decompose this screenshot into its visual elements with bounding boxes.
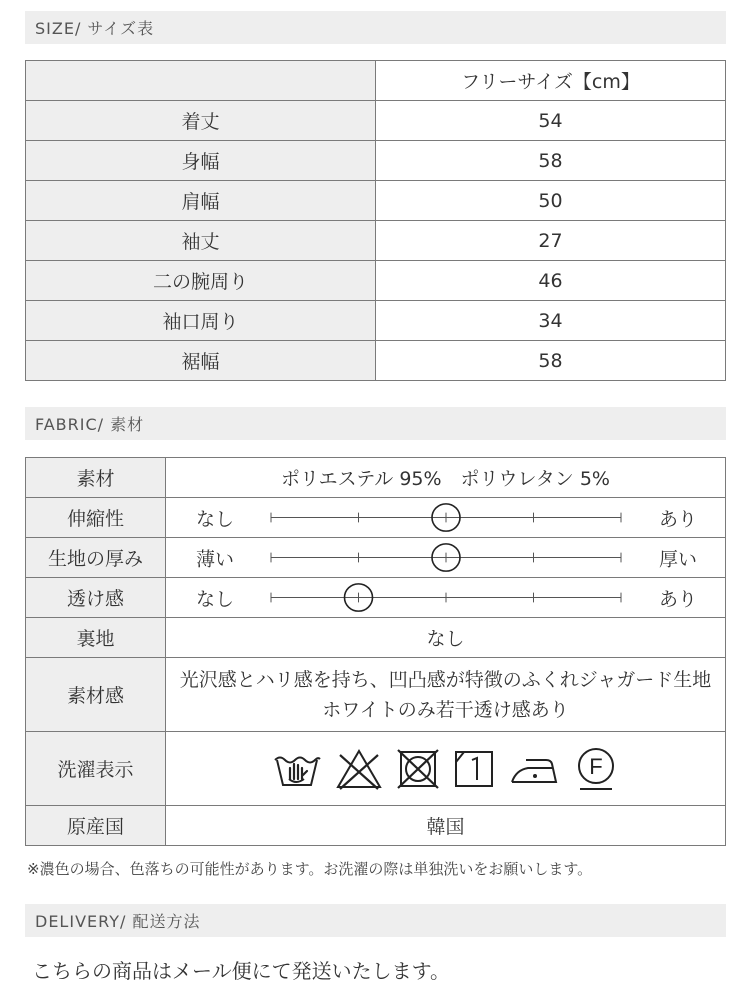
scale-left-label: 薄い <box>196 548 235 570</box>
fabric-row-sheerness <box>26 578 726 618</box>
dry-clean-f-icon <box>572 745 620 793</box>
size-value: 34 <box>376 301 726 341</box>
fabric-section-header <box>25 407 726 440</box>
scale-left-label: なし <box>196 508 235 530</box>
size-label: 袖丈 <box>26 221 376 261</box>
size-section-header <box>25 11 726 44</box>
size-row-shoulder <box>26 181 726 221</box>
care-note: ※濃色の場合、色落ちの可能性があります。お洗濯の際は単独洗いをお願いします。 <box>27 860 593 878</box>
material-label: 素材 <box>26 458 166 498</box>
fabric-row-material <box>26 458 726 498</box>
material-value: ポリエステル 95% ポリウレタン 5% <box>166 458 726 498</box>
sheerness-scale-track <box>266 578 636 617</box>
size-label: 着丈 <box>26 101 376 141</box>
size-label: 肩幅 <box>26 181 376 221</box>
sheerness-scale <box>166 578 726 618</box>
size-label: 二の腕周り <box>26 261 376 301</box>
fabric-row-feel <box>26 658 726 732</box>
origin-value: 韓国 <box>166 806 726 846</box>
thickness-label: 生地の厚み <box>26 538 166 578</box>
feel-value <box>166 658 726 732</box>
fabric-row-stretch <box>26 498 726 538</box>
scale-right-label: 厚い <box>658 548 697 570</box>
stretch-scale-track <box>266 498 636 537</box>
delivery-text: こちらの商品はメール便にて発送いたします。 <box>32 959 450 983</box>
size-row-width <box>26 141 726 181</box>
drip-dry-icon <box>452 748 496 790</box>
size-row-sleeve <box>26 221 726 261</box>
hand-wash-icon <box>272 748 322 790</box>
thickness-scale <box>166 538 726 578</box>
feel-line-1: 光沢感とハリ感を持ち、凹凸感が特徴のふくれジャガード生地 <box>179 668 712 691</box>
care-label: 洗濯表示 <box>26 732 166 806</box>
size-label: 袖口周り <box>26 301 376 341</box>
size-table <box>25 60 726 381</box>
sheerness-label: 透け感 <box>26 578 166 618</box>
fabric-table <box>25 457 726 846</box>
size-column-header: フリーサイズ【cm】 <box>376 61 726 101</box>
iron-low-icon <box>508 748 560 790</box>
care-icons <box>166 732 726 806</box>
size-table-header-row <box>26 61 726 101</box>
fabric-row-thickness <box>26 538 726 578</box>
size-row-cuff <box>26 301 726 341</box>
size-value: 46 <box>376 261 726 301</box>
feel-line-2: ホワイトのみ若干透け感あり <box>322 698 569 721</box>
size-label: 裾幅 <box>26 341 376 381</box>
feel-label: 素材感 <box>26 658 166 732</box>
origin-label: 原産国 <box>26 806 166 846</box>
size-section-title: SIZE/ サイズ表 <box>35 19 155 38</box>
thickness-scale-track <box>266 538 636 577</box>
size-value: 58 <box>376 341 726 381</box>
no-bleach-icon <box>334 747 384 791</box>
delivery-section-header <box>25 904 726 937</box>
stretch-scale <box>166 498 726 538</box>
size-value: 58 <box>376 141 726 181</box>
dry-clean-letter: F <box>588 753 603 779</box>
size-row-length <box>26 101 726 141</box>
size-row-hem <box>26 341 726 381</box>
size-label: 身幅 <box>26 141 376 181</box>
scale-right-label: あり <box>658 588 697 610</box>
lining-label: 裏地 <box>26 618 166 658</box>
fabric-row-care <box>26 732 726 806</box>
lining-value: なし <box>166 618 726 658</box>
fabric-row-lining <box>26 618 726 658</box>
fabric-row-origin <box>26 806 726 846</box>
no-tumble-dry-icon <box>396 748 440 790</box>
stretch-label: 伸縮性 <box>26 498 166 538</box>
size-table-corner <box>26 61 376 101</box>
scale-right-label: あり <box>658 508 697 530</box>
size-row-upper-arm <box>26 261 726 301</box>
size-value: 54 <box>376 101 726 141</box>
size-value: 27 <box>376 221 726 261</box>
size-value: 50 <box>376 181 726 221</box>
delivery-section-title: DELIVERY/ 配送方法 <box>35 912 201 931</box>
scale-left-label: なし <box>196 588 235 610</box>
fabric-section-title: FABRIC/ 素材 <box>35 415 145 434</box>
